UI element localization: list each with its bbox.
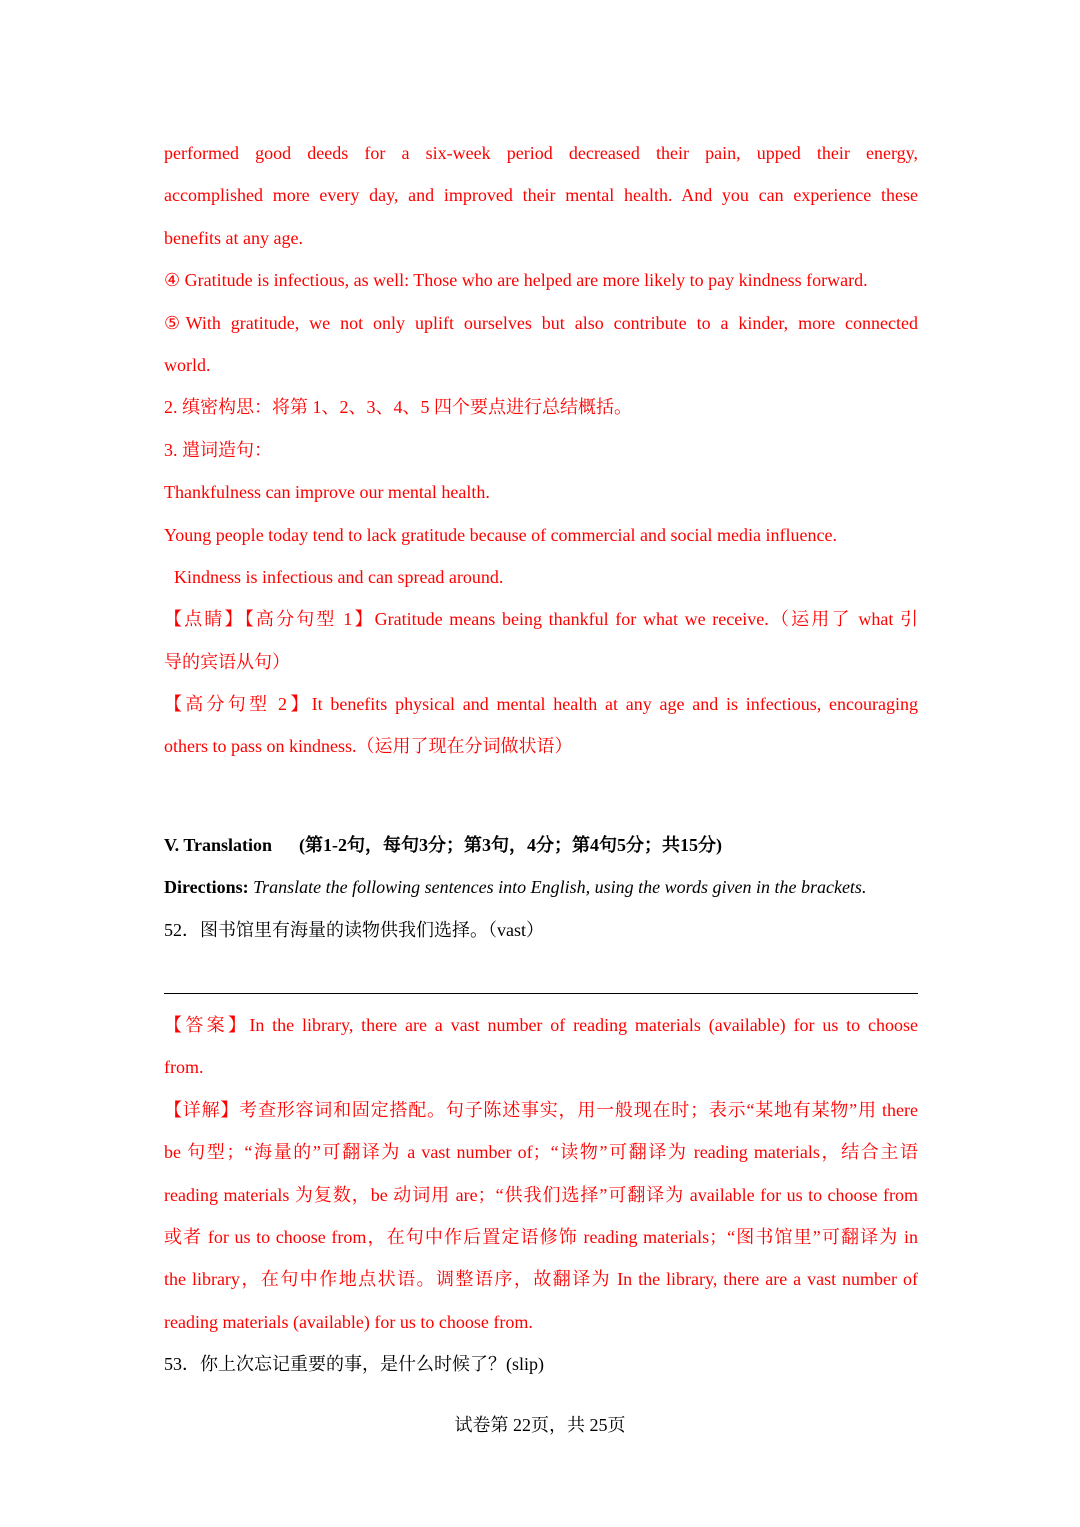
detail-52-line: 或者 for us to choose from，在句中作后置定语修饰 reading materials；“图书馆里”可翻译为 in [164,1226,918,1247]
essay-line: world. [164,354,211,375]
sample-sentence: Young people today tend to lack gratitude because of commercial and social media influence. [164,524,837,545]
highlight-2-line: 【高分句型 2】It benefits physical and mental health at any age and is infectious, encouraging [164,694,918,715]
question-52-prompt: 52．图书馆里有海量的读物供我们选择。（vast） [164,919,544,940]
section-gap [164,768,918,824]
page-content [164,132,918,1386]
step-2: 2. 缜密构思：将第 1、2、3、4、5 四个要点进行总结概括。 [164,397,632,418]
detail-52-line: reading materials (available) for us to choose from. [164,1311,533,1332]
highlight-2-line: others to pass on kindness.（运用了现在分词做状语） [164,736,573,757]
sample-sentence: Kindness is infectious and can spread around. [174,566,504,587]
question-53-prompt: 53．你上次忘记重要的事，是什么时候了？(slip) [164,1354,544,1375]
answer-line[interactable] [164,951,918,994]
directions [164,866,918,908]
section-title: V. Translation [164,834,273,855]
section-scoring: (第1-2句，每句3分；第3句，4分；第4句5分；共15分) [299,834,723,855]
page-footer: 试卷第 22页，共 25页 [454,1415,626,1435]
highlight-1-line: 【点睛】【高分句型 1】Gratitude means being thankful for what we receive.（运用了 what 引 [164,609,918,630]
essay-line: ⑤With gratitude, we not only uplift ourselves but also contribute to a kinder, more connected [164,312,918,333]
section-heading [164,824,918,866]
detail-52-line: the library，在句中作地点状语。调整语序，故翻译为 In the library, there are a vast number of [164,1269,918,1290]
essay-line: performed good deeds for a six-week period decreased their pain, upped their energy, [164,143,918,163]
detail-52-line: 【详解】考查形容词和固定搭配。句子陈述事实，用一般现在时；表示“某地有某物”用 there [164,1099,918,1120]
answer-52-line: from. [164,1057,204,1078]
detail-52-line: be 句型；“海量的”可翻译为 a vast number of；“读物”可翻译为 reading materials，结合主语 [164,1142,918,1163]
essay-line: benefits at any age. [164,227,303,248]
step-3: 3. 遣词造句： [164,439,272,460]
directions-text: Translate the following sentences into English, using the words given in the brackets. [253,877,867,898]
answer-52-line: 【答案】In the library, there are a vast number of reading materials (available) for us to choose [164,1015,918,1036]
essay-line: ④ Gratitude is infectious, as well: Those who are helped are more likely to pay kindness forward. [164,270,868,291]
directions-label: Directions: [164,877,249,898]
highlight-1-line: 导的宾语从句） [164,651,290,672]
essay-line: accomplished more every day, and improved their mental health. And you can experience these [164,185,918,206]
sample-sentence: Thankfulness can improve our mental health. [164,482,490,503]
detail-52-line: reading materials 为复数，be 动词用 are；“供我们选择”可翻译为 available for us to choose from [164,1184,918,1205]
